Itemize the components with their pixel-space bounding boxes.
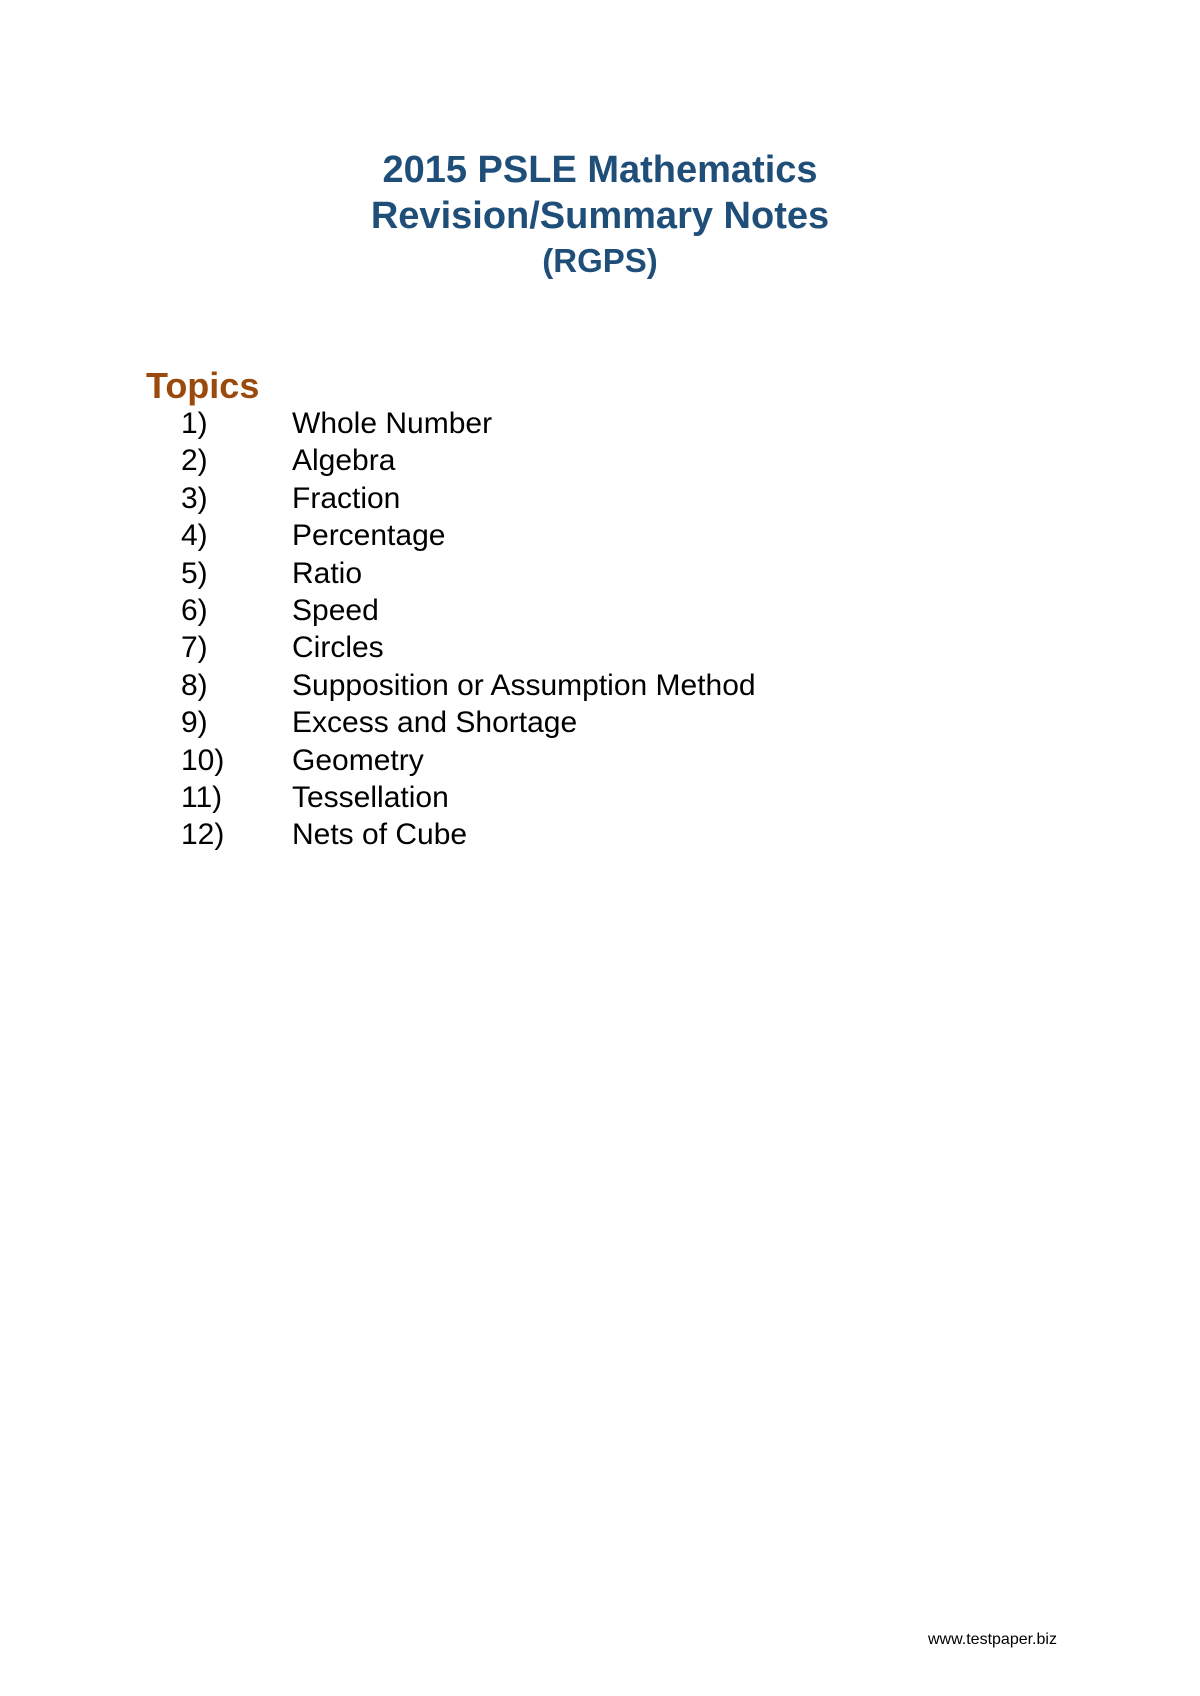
topic-label: Speed [292, 593, 379, 627]
topic-label: Percentage [292, 519, 446, 553]
topic-label: Excess and Shortage [292, 706, 578, 740]
topic-label: Whole Number [292, 407, 493, 440]
topic-number: 1) [181, 407, 208, 440]
topic-label: Tessellation [292, 780, 449, 814]
topic-label: Supposition or Assumption Method [292, 668, 756, 702]
topic-number: 3) [181, 481, 208, 515]
document-title [0, 147, 1200, 283]
topic-number: 10) [181, 743, 225, 777]
title-line-3: (RGPS) [542, 242, 658, 279]
topic-number: 4) [181, 519, 208, 553]
topic-label: Algebra [292, 444, 396, 478]
topic-number: 12) [181, 818, 225, 852]
topic-number: 6) [181, 593, 208, 627]
title-line-2: Revision/Summary Notes [370, 195, 830, 237]
topic-label: Geometry [292, 743, 424, 777]
topic-number: 8) [181, 668, 208, 702]
topic-label: Fraction [292, 481, 401, 515]
topic-label: Nets of Cube [292, 818, 468, 852]
topic-number: 2) [181, 444, 208, 478]
topic-number: 11) [181, 780, 223, 814]
topics-heading: Topics [146, 365, 260, 406]
topic-label: Circles [292, 631, 384, 665]
topic-number: 9) [181, 706, 208, 740]
topic-label: Ratio [292, 556, 363, 590]
topic-number: 7) [181, 631, 208, 665]
topic-number: 5) [181, 556, 208, 590]
footer-url: www.testpaper.biz [928, 1631, 1057, 1648]
title-line-1: 2015 PSLE Mathematics [382, 149, 818, 191]
